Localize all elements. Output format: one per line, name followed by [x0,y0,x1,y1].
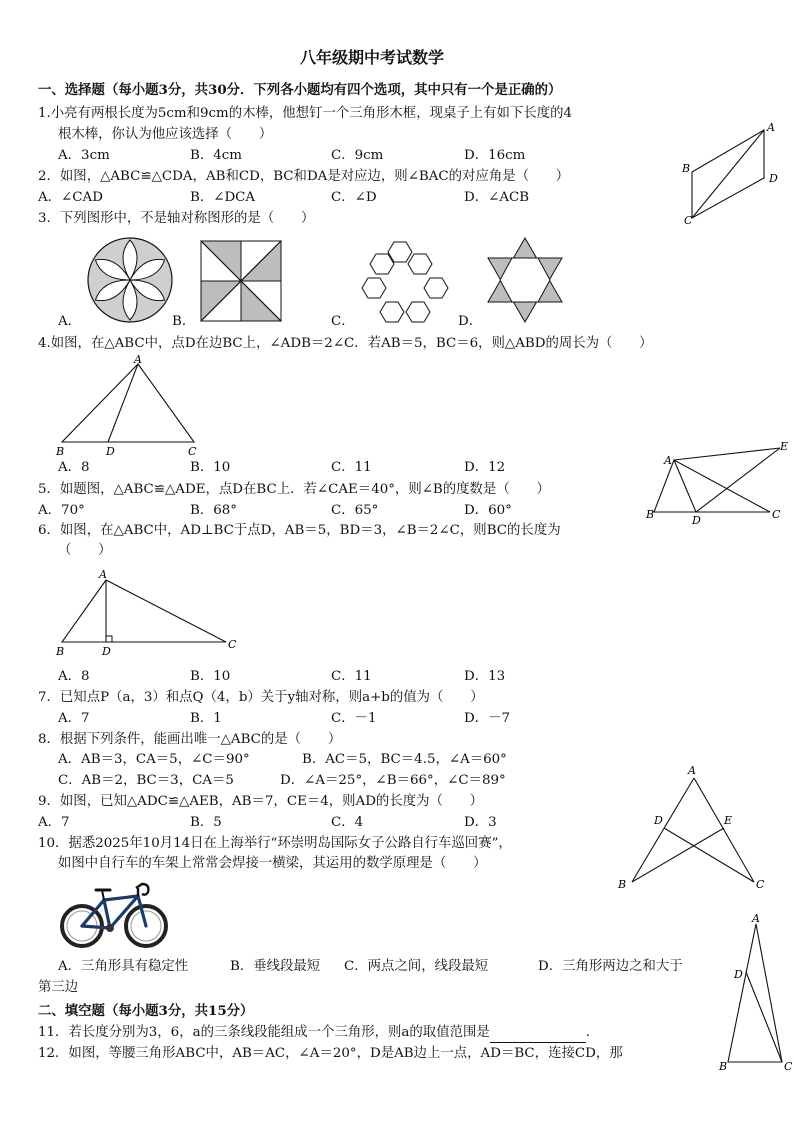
q2-option-d: D．∠ACB [464,190,530,205]
q11-answer-blank[interactable] [490,1028,586,1043]
section-1-heading: 一、选择题（每小题3分，共30分．下列各小题均有四个选项，其中只有一个是正确的） [38,82,562,98]
q4-label-d: D [106,445,115,458]
q2-figure [676,116,786,230]
q4-option-b: B．10 [190,460,231,475]
q9-option-c: C．4 [331,815,364,830]
q5-option-d: D．60° [464,503,512,518]
q5-stem: 5．如题图，△ABC≌△ADE，点D在BC上．若∠CAE＝40°，则∠B的度数是（ ） [38,482,550,497]
q5-label-a: A [664,454,672,467]
q10-option-d: D．三角形两边之和大于 [538,959,683,974]
q3-figure-b-pinwheel [200,240,282,322]
q4-figure [54,354,210,458]
q1-option-d: D．16cm [464,148,526,163]
q7-option-a: A．7 [58,711,90,726]
q4-stem: 4.如图，在△ABC中，点D在边BC上，∠ADB＝2∠C．若AB＝5，BC＝6，则△ABD的周长为（ ） [38,336,653,351]
q8-option-a: A．AB＝3，CA＝5，∠C＝90° [58,752,250,767]
q3-figure-c-hexagons [356,240,456,326]
q4-label-a: A [134,354,142,366]
q2-option-b: B．∠DCA [190,190,256,205]
q3-option-b: B． [172,314,196,329]
q12-stem: 12．如图，等腰三角形ABC中，AB＝AC，∠A＝20°，D是AB边上一点，AD＝BC，连接CD，那 [38,1046,623,1061]
q12-label-d: D [734,968,743,981]
q9-figure [612,760,772,896]
q9-label-e: E [724,814,733,827]
q4-option-a: A．8 [58,460,90,475]
q3-figure-d-hexagram [482,236,568,324]
q8-stem: 8．根据下列条件，能画出唯一△ABC的是（ ） [38,732,342,747]
q6-option-d: D．13 [464,669,506,684]
q3-option-d: D． [458,314,483,329]
q5-option-c: C．65° [331,503,379,518]
q10-option-d-continued: 第三边 [38,980,79,995]
q3-option-a: A． [58,314,82,329]
q9-label-a: A [688,764,696,777]
q10-stem-line2: 如图中自行车的车架上常常会焊接一横梁，其运用的数学原理是（ ） [58,856,487,871]
q12-label-b: B [719,1060,728,1073]
q1-stem-line2: 根木棒，你认为他应该选择（ ） [58,127,273,142]
q4-option-d: D．12 [464,460,506,475]
q9-label-c: C [756,878,765,891]
q9-option-b: B．5 [190,815,222,830]
q2-option-c: C．∠D [331,190,377,205]
q11-end: ． [585,1025,600,1040]
q7-option-b: B．1 [190,711,222,726]
q1-option-c: C．9cm [331,148,384,163]
q10-option-c: C．两点之间，线段最短 [344,959,489,974]
q1-option-b: B．4cm [190,148,242,163]
q6-stem-line2: （ ） [58,543,112,558]
q9-option-d: D．3 [464,815,497,830]
page-title: 八年级期中考试数学 [300,48,445,67]
q9-label-b: B [618,878,627,891]
q5-label-e: E [780,440,789,453]
q5-option-b: B．68° [190,503,237,518]
q2-label-a: A [767,121,775,134]
q3-stem: 3．下列图形中，不是轴对称图形的是（ ） [38,211,315,226]
q4-label-c: C [188,445,197,458]
q2-option-a: A．∠CAD [38,190,103,205]
q6-option-b: B．10 [190,669,231,684]
q3-option-c: C． [331,314,355,329]
q2-label-b: B [682,162,691,175]
q6-figure [54,566,240,658]
q11-stem [38,1023,599,1043]
q8-option-b: B．AC＝5，BC＝4.5，∠A＝60° [302,752,507,767]
q12-label-c: C [784,1060,793,1073]
q5-label-b: B [646,508,655,521]
q12-label-a: A [752,912,760,925]
q6-option-a: A．8 [58,669,90,684]
q3-figure-a-flower [86,236,174,324]
q10-option-b: B．垂线段最短 [230,959,321,974]
q6-label-c: C [228,638,237,651]
q9-label-d: D [654,814,663,827]
q2-label-d: D [769,172,778,185]
q7-option-c: C．－1 [331,711,377,726]
q7-stem: 7．已知点P（a，3）和点Q（4，b）关于y轴对称，则a+b的值为（ ） [38,690,484,705]
q2-stem: 2．如图，△ABC≌△CDA，AB和CD，BC和DA是对应边，则∠BAC的对应角是（ ） [38,169,570,184]
q4-option-c: C．11 [331,460,372,475]
q6-stem-line1: 6．如图，在△ABC中，AD⊥BC于点D，AB＝5，BD＝3，∠B＝2∠C，则BC的长度为 [38,523,561,538]
q5-figure [644,438,790,526]
q11-text: 11．若长度分别为3，6，a的三条线段能组成一个三角形，则a的取值范围是 [38,1025,490,1040]
q5-label-c: C [772,508,781,521]
q6-label-b: B [56,645,65,658]
section-2-heading: 二、填空题（每小题3分，共15分） [38,1003,254,1019]
q5-option-a: A．70° [38,503,85,518]
q8-option-d: D．∠A＝25°，∠B＝66°，∠C＝89° [280,773,506,788]
q1-stem-line1: 1.小亮有两根长度为5cm和9cm的木棒，他想钉一个三角形木框，现桌子上有如下长度的4 [38,106,573,121]
q6-option-c: C．11 [331,669,372,684]
q1-option-a: A．3cm [58,148,110,163]
q10-stem-line1: 10．据悉2025年10月14日在上海举行“环崇明岛国际女子公路自行车巡回赛”， [38,836,512,851]
q10-option-a: A．三角形具有稳定性 [58,959,189,974]
q8-option-c: C．AB＝2，BC＝3，CA＝5 [58,773,234,788]
q7-option-d: D．－7 [464,711,511,726]
q4-label-b: B [56,445,65,458]
q6-label-d: D [102,645,111,658]
bicycle-image [58,876,170,950]
q2-label-c: C [684,214,693,227]
q9-stem: 9．如图，已知△ADC≌△AEB，AB＝7，CE＝4，则AD的长度为（ ） [38,794,484,809]
q9-option-a: A．7 [38,815,70,830]
q5-label-d: D [692,514,701,526]
q12-figure [716,908,794,1076]
q6-label-a: A [99,568,107,581]
